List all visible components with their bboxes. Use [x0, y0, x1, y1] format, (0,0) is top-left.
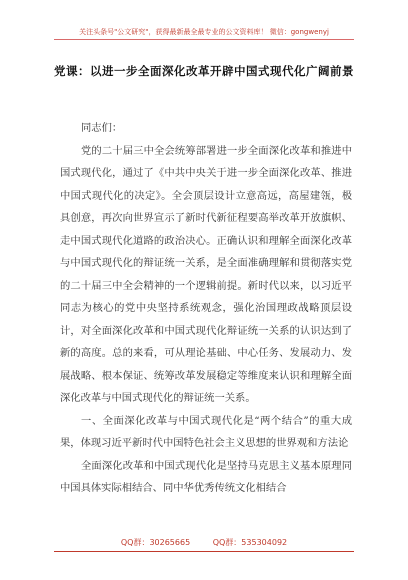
header-divider	[54, 39, 354, 40]
document-title: 党课：以进一步全面深化改革开辟中国式现代化广阔前景	[54, 64, 354, 78]
document-body	[60, 117, 352, 500]
footer-note	[0, 537, 408, 548]
header-note: 关注头条号"公文研究"，获得最新最全最专业的公文资料库！ 微信：gongwenyj	[79, 28, 329, 36]
salutation: 同志们：	[81, 122, 123, 134]
paragraph: 全面深化改革和中国式现代化是坚持马克思主义基本原理同中国具体实际相结合、同中华优秀传统文化相结合	[60, 459, 352, 494]
section-heading: 一、全面深化改革与中国式现代化是“两个结合”的重大成果，体现习近平新时代中国特色社会主义思想的世界观和方法论	[60, 414, 352, 449]
paragraph: 党的二十届三中全会统筹部署进一步全面深化改革和推进中国式现代化，通过了《中共中央关于进一步全面深化改革、推进中国式现代化的决定》。全会顶层设计立意高远，高屋建瓴，极具创意，再次向世界宣示了新时代新征程要高举改革开放旗帜、走中国式现代化道路的政治决心。正确认识和理解全面深化改革与中国式现代化的辩证统一关系，是全面准确理解和贯彻落实党的二十届三中全会精神的一个逻辑前提。新时代以来，以习近平同志为核心的党中央坚持系统观念，强化治国理政战略顶层设计，对全面深化改革和中国式现代化辩证统一关系的认识达到了新的高度。总的来看，可从理论基础、中心任务、发展动力、发展战略、根本保证、统筹改革发展稳定等维度来认识和理解全面深化改革与中国式现代化的辩证统一关系。	[60, 144, 352, 404]
footer-qq-group-2: QQ群：535304092	[212, 538, 288, 547]
footer-divider	[54, 551, 354, 552]
footer-qq-group-1: QQ群：30265665	[120, 538, 191, 547]
